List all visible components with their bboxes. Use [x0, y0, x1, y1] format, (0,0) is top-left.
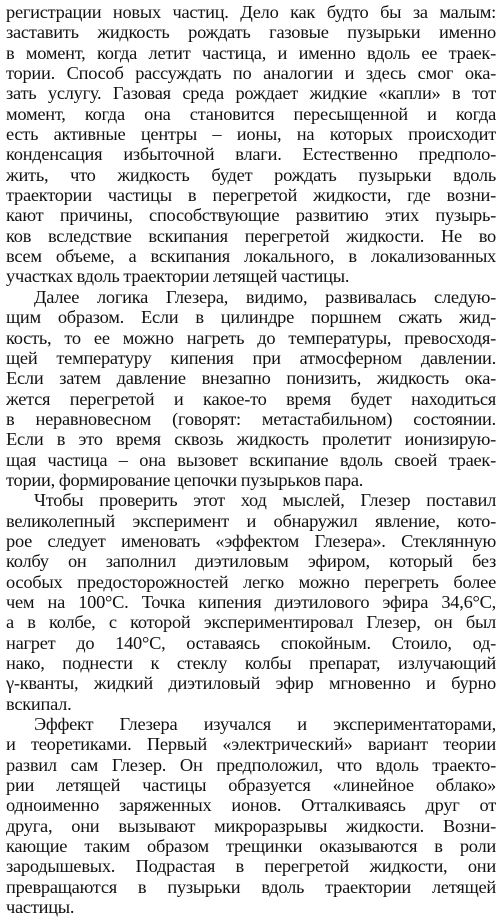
text-line: развил сам Глезер. Он предположил, что вдоль траекто- — [6, 754, 496, 775]
text-line: рое следует именовать «эффектом Глезера». Стеклянную — [6, 530, 496, 551]
text-line: жить, что жидкость будет рождать пузырьки вдоль — [6, 164, 496, 185]
text-line: одноименно заряженных ионов. Отталкиваясь друг от — [6, 795, 496, 816]
text-line: кость, то ее можно нагреть до температуры, превосходя- — [6, 327, 496, 348]
text-line: колбу он заполнил диэтиловым эфиром, который без — [6, 551, 496, 572]
text-line: щим образом. Если в цилиндре поршнем сжать жид- — [6, 307, 496, 328]
text-line: вскипал. — [6, 693, 72, 714]
text-line: есть активные центры – ионы, на которых происходит — [6, 124, 496, 145]
text-line: чем на 100°С. Точка кипения диэтилового эфира 34,6°С, — [6, 591, 496, 612]
text-line: особых предосторожностей легко можно перегреть более — [6, 571, 496, 592]
text-line: в момент, когда летит частица, и именно вдоль ее траек- — [6, 42, 496, 63]
text-line: конденсация избыточной влаги. Естественно предполо- — [6, 144, 496, 165]
text-line: Далее логика Глезера, видимо, развивалась следую- — [34, 286, 496, 307]
text-line: рии летящей частицы образуется «линейное облако» — [6, 775, 496, 796]
text-line: зать услугу. Газовая среда рождает жидкие «капли» в тот — [6, 83, 496, 104]
text-line: Если в это время сквозь жидкость пролетит ионизирую- — [6, 429, 496, 450]
text-line: Если затем давление внезапно понизить, жидкость ока- — [6, 368, 496, 389]
text-line: щей температуру кипения при атмосферном давлении. — [6, 347, 496, 368]
text-line: траектории частицы в перегретой жидкости, где возни- — [6, 185, 496, 206]
text-line: Чтобы проверить этот ход мыслей, Глезер поставил — [34, 490, 496, 511]
text-line: ков вследствие вскипания перегретой жидкости. Не во — [6, 225, 496, 246]
text-line: кают причины, способствующие развитию этих пузырь- — [6, 205, 496, 226]
paragraph-1 — [6, 2, 496, 287]
text-line: γ-кванты, жидкий диэтиловый эфир мгновенно и бурно — [6, 673, 496, 694]
text-line: нагрет до 140°С, оставаясь спокойным. Стоило, од- — [6, 632, 496, 653]
text-line: щая частица – она вызовет вскипание вдоль своей траек- — [6, 449, 496, 470]
text-line: друга, они вызывают микроразрывы жидкости. Возни- — [6, 815, 496, 836]
text-line: заставить жидкость рождать газовые пузырьки именно — [6, 22, 496, 43]
paragraph-4 — [6, 714, 496, 917]
paragraph-2 — [6, 287, 496, 490]
text-line: и теоретиками. Первый «электрический» вариант теории — [6, 734, 496, 755]
text-line: а в колбе, с которой экспериментировал Глезер, он был — [6, 612, 496, 633]
text-line: всем объеме, а вскипания локального, в локализованных — [6, 246, 496, 267]
text-line: жется перегретой и какое-то время будет находиться — [6, 388, 496, 409]
text-line: нако, поднести к стеклу колбы препарат, излучающий — [6, 653, 496, 673]
text-line: великолепный эксперимент и обнаружил явление, кото- — [6, 510, 496, 531]
text-line: частицы. — [6, 897, 75, 917]
text-line: момент, когда она становится пересыщенной и когда — [6, 103, 496, 124]
text-line: зародышевых. Подрастая в перегретой жидкости, они — [6, 856, 496, 877]
paragraph-3 — [6, 490, 496, 714]
text-line: тории. Способ рассуждать по аналогии и здесь смог ока- — [6, 63, 496, 84]
text-line: регистрации новых частиц. Дело как будто бы за малым: — [6, 2, 496, 22]
text-line: кающие таким образом трещинки оказываются в роли — [6, 836, 496, 857]
text-line: Эффект Глезера изучался и экспериментаторами, — [34, 714, 496, 735]
text-line: превращаются в пузырьки вдоль траектории летящей — [6, 876, 496, 897]
text-line: в неравновесном (говорят: метастабильном) состоянии. — [6, 408, 496, 429]
text-line: тории, формирование цепочки пузырьков пара. — [6, 469, 364, 490]
text-line: участках вдоль траектории летящей частицы. — [6, 266, 350, 287]
document-page — [6, 2, 496, 917]
